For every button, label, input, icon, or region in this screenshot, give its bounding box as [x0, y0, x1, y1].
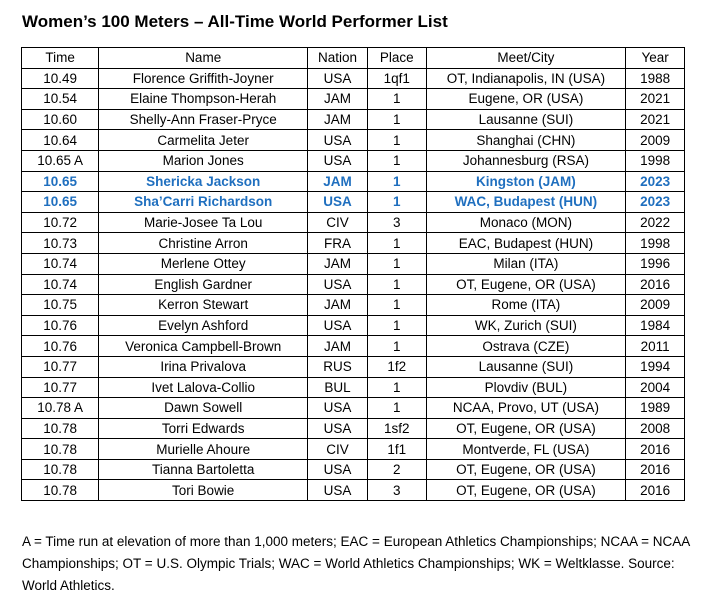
- cell-year: 2008: [626, 418, 685, 439]
- cell-time: 10.78: [22, 459, 99, 480]
- cell-name: Shericka Jackson: [99, 171, 308, 192]
- cell-meet: Lausanne (SUI): [426, 356, 626, 377]
- cell-name: Marie-Josee Ta Lou: [99, 212, 308, 233]
- cell-meet: EAC, Budapest (HUN): [426, 233, 626, 254]
- cell-time: 10.73: [22, 233, 99, 254]
- cell-year: 2016: [626, 439, 685, 460]
- cell-place: 3: [367, 212, 426, 233]
- cell-nation: USA: [308, 480, 368, 501]
- cell-place: 1f1: [367, 439, 426, 460]
- cell-name: Shelly-Ann Fraser-Pryce: [99, 109, 308, 130]
- table-row: [22, 233, 685, 254]
- cell-year: 2016: [626, 459, 685, 480]
- cell-nation: USA: [308, 398, 368, 419]
- cell-time: 10.78: [22, 418, 99, 439]
- cell-name: Carmelita Jeter: [99, 130, 308, 151]
- cell-meet: WAC, Budapest (HUN): [426, 192, 626, 213]
- table-row: [22, 274, 685, 295]
- cell-name: Elaine Thompson-Herah: [99, 89, 308, 110]
- cell-nation: USA: [308, 150, 368, 171]
- cell-meet: OT, Eugene, OR (USA): [426, 480, 626, 501]
- cell-time: 10.54: [22, 89, 99, 110]
- column-header-year: Year: [626, 48, 685, 69]
- cell-place: 2: [367, 459, 426, 480]
- cell-place: 1: [367, 274, 426, 295]
- cell-time: 10.74: [22, 253, 99, 274]
- cell-nation: USA: [308, 418, 368, 439]
- cell-nation: USA: [308, 274, 368, 295]
- cell-place: 1: [367, 171, 426, 192]
- column-header-name: Name: [99, 48, 308, 69]
- cell-name: Veronica Campbell-Brown: [99, 336, 308, 357]
- cell-nation: USA: [308, 315, 368, 336]
- cell-year: 2021: [626, 89, 685, 110]
- cell-year: 1998: [626, 150, 685, 171]
- cell-time: 10.77: [22, 356, 99, 377]
- column-header-meet-city: Meet/City: [426, 48, 626, 69]
- cell-meet: Rome (ITA): [426, 295, 626, 316]
- cell-place: 1f2: [367, 356, 426, 377]
- cell-year: 1989: [626, 398, 685, 419]
- cell-meet: OT, Eugene, OR (USA): [426, 274, 626, 295]
- cell-time: 10.74: [22, 274, 99, 295]
- cell-name: Dawn Sowell: [99, 398, 308, 419]
- table-row-highlighted: [22, 171, 685, 192]
- cell-nation: JAM: [308, 171, 368, 192]
- cell-nation: USA: [308, 192, 368, 213]
- cell-place: 1: [367, 192, 426, 213]
- cell-year: 1984: [626, 315, 685, 336]
- cell-year: 2023: [626, 171, 685, 192]
- cell-place: 3: [367, 480, 426, 501]
- cell-year: 2016: [626, 480, 685, 501]
- table-row: [22, 68, 685, 89]
- cell-name: Florence Griffith-Joyner: [99, 68, 308, 89]
- cell-time: 10.65 A: [22, 150, 99, 171]
- cell-meet: Monaco (MON): [426, 212, 626, 233]
- cell-name: English Gardner: [99, 274, 308, 295]
- cell-year: 1998: [626, 233, 685, 254]
- cell-nation: JAM: [308, 109, 368, 130]
- cell-place: 1: [367, 150, 426, 171]
- cell-place: 1qf1: [367, 68, 426, 89]
- cell-meet: Ostrava (CZE): [426, 336, 626, 357]
- cell-place: 1: [367, 295, 426, 316]
- cell-year: 2009: [626, 130, 685, 151]
- table-row: [22, 356, 685, 377]
- cell-time: 10.72: [22, 212, 99, 233]
- cell-name: Tianna Bartoletta: [99, 459, 308, 480]
- cell-year: 2023: [626, 192, 685, 213]
- cell-meet: Milan (ITA): [426, 253, 626, 274]
- table-row: [22, 150, 685, 171]
- footnote: A = Time run at elevation of more than 1,000 meters; EAC = European Athletics Championships; NCAA = NCAA Championships; OT = U.S. Olympic Trials; WAC = World Athletics Championships; WK = Weltklasse. Source: World Athletics.: [22, 534, 690, 593]
- table-row: [22, 253, 685, 274]
- cell-name: Kerron Stewart: [99, 295, 308, 316]
- table-row-highlighted: [22, 192, 685, 213]
- cell-nation: USA: [308, 130, 368, 151]
- cell-time: 10.77: [22, 377, 99, 398]
- cell-name: Irina Privalova: [99, 356, 308, 377]
- cell-name: Torri Edwards: [99, 418, 308, 439]
- table-row: [22, 439, 685, 460]
- table-row: [22, 212, 685, 233]
- cell-nation: BUL: [308, 377, 368, 398]
- cell-year: 1996: [626, 253, 685, 274]
- cell-nation: JAM: [308, 295, 368, 316]
- cell-time: 10.64: [22, 130, 99, 151]
- cell-name: Tori Bowie: [99, 480, 308, 501]
- cell-place: 1: [367, 89, 426, 110]
- column-header-time: Time: [22, 48, 99, 69]
- cell-year: 1994: [626, 356, 685, 377]
- table-row: [22, 295, 685, 316]
- cell-time: 10.65: [22, 192, 99, 213]
- cell-year: 2011: [626, 336, 685, 357]
- cell-time: 10.65: [22, 171, 99, 192]
- table-header-row: [22, 48, 685, 69]
- cell-meet: OT, Indianapolis, IN (USA): [426, 68, 626, 89]
- table-row: [22, 459, 685, 480]
- cell-year: 2009: [626, 295, 685, 316]
- cell-name: Merlene Ottey: [99, 253, 308, 274]
- cell-year: 2016: [626, 274, 685, 295]
- cell-nation: JAM: [308, 89, 368, 110]
- table-row: [22, 89, 685, 110]
- cell-time: 10.60: [22, 109, 99, 130]
- table-body: [22, 68, 685, 500]
- cell-meet: Lausanne (SUI): [426, 109, 626, 130]
- table-row: [22, 398, 685, 419]
- cell-place: 1: [367, 336, 426, 357]
- cell-time: 10.78: [22, 480, 99, 501]
- cell-nation: JAM: [308, 336, 368, 357]
- table-row: [22, 109, 685, 130]
- cell-time: 10.49: [22, 68, 99, 89]
- cell-place: 1: [367, 233, 426, 254]
- cell-name: Murielle Ahoure: [99, 439, 308, 460]
- cell-name: Christine Arron: [99, 233, 308, 254]
- cell-time: 10.76: [22, 336, 99, 357]
- cell-meet: Shanghai (CHN): [426, 130, 626, 151]
- table-row: [22, 377, 685, 398]
- cell-meet: Johannesburg (RSA): [426, 150, 626, 171]
- cell-meet: WK, Zurich (SUI): [426, 315, 626, 336]
- cell-nation: USA: [308, 459, 368, 480]
- cell-time: 10.75: [22, 295, 99, 316]
- cell-place: 1: [367, 253, 426, 274]
- table-row: [22, 480, 685, 501]
- cell-meet: Kingston (JAM): [426, 171, 626, 192]
- table-row: [22, 336, 685, 357]
- cell-nation: RUS: [308, 356, 368, 377]
- cell-meet: Eugene, OR (USA): [426, 89, 626, 110]
- table-row: [22, 418, 685, 439]
- cell-place: 1: [367, 130, 426, 151]
- cell-place: 1sf2: [367, 418, 426, 439]
- cell-time: 10.76: [22, 315, 99, 336]
- cell-place: 1: [367, 398, 426, 419]
- cell-meet: NCAA, Provo, UT (USA): [426, 398, 626, 419]
- cell-nation: FRA: [308, 233, 368, 254]
- cell-name: Evelyn Ashford: [99, 315, 308, 336]
- performer-table: [21, 47, 685, 501]
- cell-name: Marion Jones: [99, 150, 308, 171]
- cell-meet: OT, Eugene, OR (USA): [426, 418, 626, 439]
- table-row: [22, 315, 685, 336]
- table-row: [22, 130, 685, 151]
- cell-meet: OT, Eugene, OR (USA): [426, 459, 626, 480]
- cell-name: Sha’Carri Richardson: [99, 192, 308, 213]
- cell-place: 1: [367, 109, 426, 130]
- cell-year: 2021: [626, 109, 685, 130]
- cell-nation: JAM: [308, 253, 368, 274]
- cell-name: Ivet Lalova-Collio: [99, 377, 308, 398]
- column-header-nation: Nation: [308, 48, 368, 69]
- page-title: Women’s 100 Meters – All-Time World Performer List: [22, 12, 448, 31]
- cell-nation: USA: [308, 68, 368, 89]
- cell-time: 10.78 A: [22, 398, 99, 419]
- cell-nation: CIV: [308, 439, 368, 460]
- cell-place: 1: [367, 315, 426, 336]
- cell-time: 10.78: [22, 439, 99, 460]
- cell-year: 2022: [626, 212, 685, 233]
- cell-nation: CIV: [308, 212, 368, 233]
- cell-meet: Plovdiv (BUL): [426, 377, 626, 398]
- cell-year: 2004: [626, 377, 685, 398]
- cell-year: 1988: [626, 68, 685, 89]
- cell-place: 1: [367, 377, 426, 398]
- cell-meet: Montverde, FL (USA): [426, 439, 626, 460]
- column-header-place: Place: [367, 48, 426, 69]
